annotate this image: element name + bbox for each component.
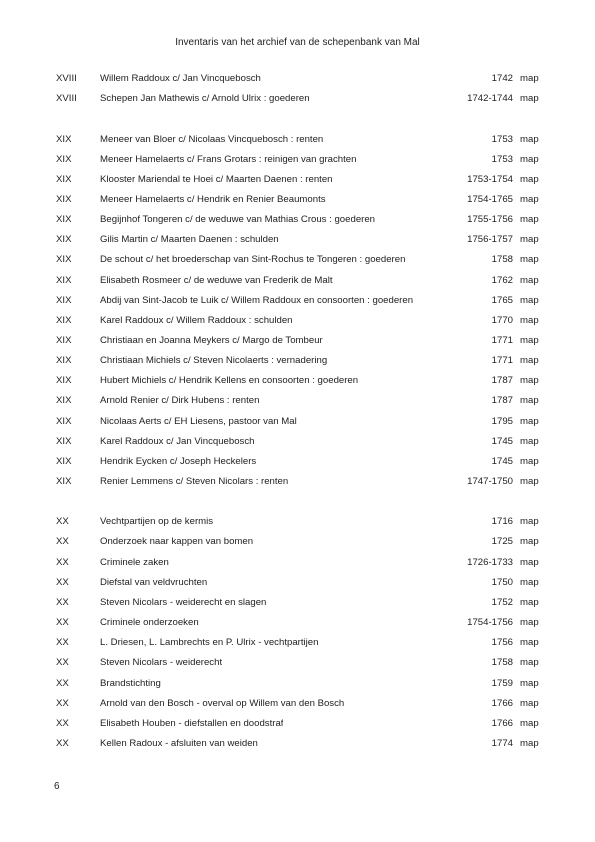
row-description: Arnold van den Bosch - overval op Willem van den Bosch — [100, 697, 345, 709]
row-description: Hubert Michiels c/ Hendrik Kellens en consoorten : goederen — [100, 375, 359, 387]
row-description: Brandstichting — [100, 677, 161, 689]
row-type: map — [520, 73, 539, 84]
row-year: 1758 — [491, 657, 513, 669]
document-title: Inventaris van het archief van de schepenbank van Mal — [175, 37, 420, 48]
inventory-row — [0, 436, 595, 448]
inventory-row — [0, 718, 595, 730]
row-year: 1755-1756 — [467, 214, 513, 226]
row-type: map — [520, 355, 539, 367]
row-code: XIX — [56, 314, 72, 326]
row-year: 1774 — [491, 737, 513, 749]
row-year: 1716 — [491, 516, 513, 528]
row-year: 1795 — [491, 415, 513, 427]
row-description: L. Driesen, L. Lambrechts en P. Ulrix - vechtpartijen — [100, 637, 319, 649]
inventory-row — [0, 295, 595, 307]
row-code: XX — [56, 536, 69, 548]
row-year: 1765 — [491, 294, 513, 306]
row-code: XIX — [56, 455, 72, 467]
row-description: Karel Raddoux c/ Jan Vincquebosch — [100, 435, 255, 447]
inventory-row — [0, 134, 595, 146]
row-code: XVIII — [56, 73, 77, 84]
row-year: 1753-1754 — [467, 173, 513, 185]
row-type: map — [520, 375, 539, 387]
row-description: Schepen Jan Mathewis c/ Arnold Ulrix : goederen — [100, 93, 310, 105]
row-description: Willem Raddoux c/ Jan Vincquebosch — [100, 73, 261, 84]
row-year: 1726-1733 — [467, 556, 513, 568]
row-code: XX — [56, 617, 69, 628]
row-year: 1758 — [491, 254, 513, 266]
row-year: 1771 — [491, 355, 513, 367]
inventory-row — [0, 597, 595, 609]
row-code: XIX — [56, 234, 72, 246]
row-type: map — [520, 556, 539, 568]
row-year: 1753 — [491, 133, 513, 145]
row-description: Karel Raddoux c/ Willem Raddoux : schulden — [100, 314, 293, 326]
inventory-row — [0, 315, 595, 327]
inventory-row — [0, 577, 595, 589]
row-year: 1747-1750 — [467, 476, 513, 487]
row-type: map — [520, 214, 539, 226]
row-code: XIX — [56, 173, 72, 185]
inventory-row — [0, 93, 595, 105]
inventory-row — [0, 375, 595, 387]
row-type: map — [520, 657, 539, 669]
row-type: map — [520, 697, 539, 709]
row-type: map — [520, 617, 539, 628]
row-code: XX — [56, 596, 69, 608]
row-code: XIX — [56, 254, 72, 266]
row-description: Vechtpartijen op de kermis — [100, 516, 214, 528]
row-description: Kellen Radoux - afsluiten van weiden — [100, 737, 258, 749]
inventory-row — [0, 73, 595, 85]
row-code: XX — [56, 677, 69, 689]
row-code: XX — [56, 556, 69, 568]
inventory-row — [0, 174, 595, 186]
row-code: XIX — [56, 355, 72, 367]
row-code: XX — [56, 637, 69, 649]
row-description: Abdij van Sint-Jacob te Luik c/ Willem Raddoux en consoorten : goederen — [100, 294, 414, 306]
row-description: Meneer van Bloer c/ Nicolaas Vincquebosch : renten — [100, 133, 324, 145]
row-code: XX — [56, 717, 69, 729]
inventory-row — [0, 678, 595, 690]
row-type: map — [520, 415, 539, 427]
row-year: 1759 — [491, 677, 513, 689]
inventory-row — [0, 234, 595, 246]
row-code: XVIII — [56, 93, 77, 105]
row-type: map — [520, 193, 539, 205]
inventory-row — [0, 516, 595, 528]
page-number: 6 — [54, 781, 60, 792]
row-type: map — [520, 294, 539, 306]
row-type: map — [520, 435, 539, 447]
row-year: 1754-1765 — [467, 193, 513, 205]
page-header — [0, 37, 595, 49]
row-type: map — [520, 234, 539, 246]
row-year: 1756 — [491, 637, 513, 649]
inventory-row — [0, 194, 595, 206]
row-type: map — [520, 274, 539, 286]
row-type: map — [520, 153, 539, 165]
inventory-row — [0, 154, 595, 166]
inventory-row — [0, 476, 595, 488]
row-code: XIX — [56, 133, 72, 145]
inventory-row — [0, 557, 595, 569]
row-year: 1754-1756 — [467, 617, 513, 628]
inventory-row — [0, 335, 595, 347]
row-code: XX — [56, 697, 69, 709]
row-type: map — [520, 536, 539, 548]
row-type: map — [520, 737, 539, 749]
inventory-row — [0, 456, 595, 468]
row-type: map — [520, 133, 539, 145]
row-year: 1762 — [491, 274, 513, 286]
row-code: XIX — [56, 375, 72, 387]
row-description: Meneer Hamelaerts c/ Hendrik en Renier Beaumonts — [100, 193, 326, 205]
row-description: Criminele onderzoeken — [100, 617, 199, 628]
row-code: XX — [56, 516, 69, 528]
inventory-row — [0, 416, 595, 428]
inventory-row — [0, 254, 595, 266]
row-year: 1742 — [491, 73, 513, 84]
inventory-row — [0, 637, 595, 649]
row-type: map — [520, 395, 539, 407]
row-type: map — [520, 314, 539, 326]
row-code: XX — [56, 657, 69, 669]
inventory-row — [0, 738, 595, 750]
inventory-row — [0, 657, 595, 669]
row-description: Gilis Martin c/ Maarten Daenen : schulden — [100, 234, 279, 246]
row-year: 1787 — [491, 395, 513, 407]
row-code: XIX — [56, 153, 72, 165]
inventory-row — [0, 395, 595, 407]
row-year: 1787 — [491, 375, 513, 387]
row-type: map — [520, 93, 539, 105]
row-description: Steven Nicolars - weiderecht — [100, 657, 223, 669]
row-year: 1742-1744 — [467, 93, 513, 105]
row-description: Elisabeth Rosmeer c/ de weduwe van Frederik de Malt — [100, 274, 333, 286]
row-description: Steven Nicolars - weiderecht en slagen — [100, 596, 267, 608]
inventory-row — [0, 698, 595, 710]
row-description: Arnold Renier c/ Dirk Hubens : renten — [100, 395, 260, 407]
row-code: XX — [56, 576, 69, 588]
row-description: Meneer Hamelaerts c/ Frans Grotars : reinigen van grachten — [100, 153, 357, 165]
row-year: 1753 — [491, 153, 513, 165]
row-type: map — [520, 476, 539, 487]
row-type: map — [520, 173, 539, 185]
row-description: De schout c/ het broederschap van Sint-Rochus te Tongeren : goederen — [100, 254, 406, 266]
row-code: XIX — [56, 415, 72, 427]
row-type: map — [520, 717, 539, 729]
row-type: map — [520, 677, 539, 689]
row-description: Elisabeth Houben - diefstallen en doodstraf — [100, 717, 284, 729]
row-description: Criminele zaken — [100, 556, 169, 568]
row-description: Onderzoek naar kappen van bomen — [100, 536, 254, 548]
inventory-row — [0, 617, 595, 629]
inventory-row — [0, 214, 595, 226]
row-code: XIX — [56, 193, 72, 205]
inventory-row — [0, 355, 595, 367]
row-type: map — [520, 516, 539, 528]
row-year: 1752 — [491, 596, 513, 608]
row-year: 1770 — [491, 314, 513, 326]
row-description: Renier Lemmens c/ Steven Nicolars : renten — [100, 476, 289, 487]
row-description: Klooster Mariendal te Hoei c/ Maarten Daenen : renten — [100, 173, 333, 185]
row-type: map — [520, 637, 539, 649]
inventory-row — [0, 275, 595, 287]
row-code: XIX — [56, 435, 72, 447]
row-year: 1745 — [491, 455, 513, 467]
row-code: XIX — [56, 294, 72, 306]
row-code: XIX — [56, 476, 72, 487]
row-description: Nicolaas Aerts c/ EH Liesens, pastoor van Mal — [100, 415, 297, 427]
row-type: map — [520, 455, 539, 467]
row-code: XIX — [56, 334, 72, 346]
row-description: Begijnhof Tongeren c/ de weduwe van Mathias Crous : goederen — [100, 214, 376, 226]
row-type: map — [520, 596, 539, 608]
row-description: Hendrik Eycken c/ Joseph Heckelers — [100, 455, 257, 467]
row-year: 1756-1757 — [467, 234, 513, 246]
row-year: 1745 — [491, 435, 513, 447]
row-year: 1766 — [491, 697, 513, 709]
row-description: Christiaan en Joanna Meykers c/ Margo de Tombeur — [100, 334, 323, 346]
inventory-row — [0, 536, 595, 548]
row-type: map — [520, 576, 539, 588]
row-description: Diefstal van veldvruchten — [100, 576, 208, 588]
row-code: XX — [56, 737, 69, 749]
row-year: 1771 — [491, 334, 513, 346]
row-year: 1725 — [491, 536, 513, 548]
row-code: XIX — [56, 395, 72, 407]
row-year: 1766 — [491, 717, 513, 729]
row-year: 1750 — [491, 576, 513, 588]
row-type: map — [520, 254, 539, 266]
row-description: Christiaan Michiels c/ Steven Nicolaerts : vernadering — [100, 355, 328, 367]
row-code: XIX — [56, 214, 72, 226]
row-type: map — [520, 334, 539, 346]
row-code: XIX — [56, 274, 72, 286]
